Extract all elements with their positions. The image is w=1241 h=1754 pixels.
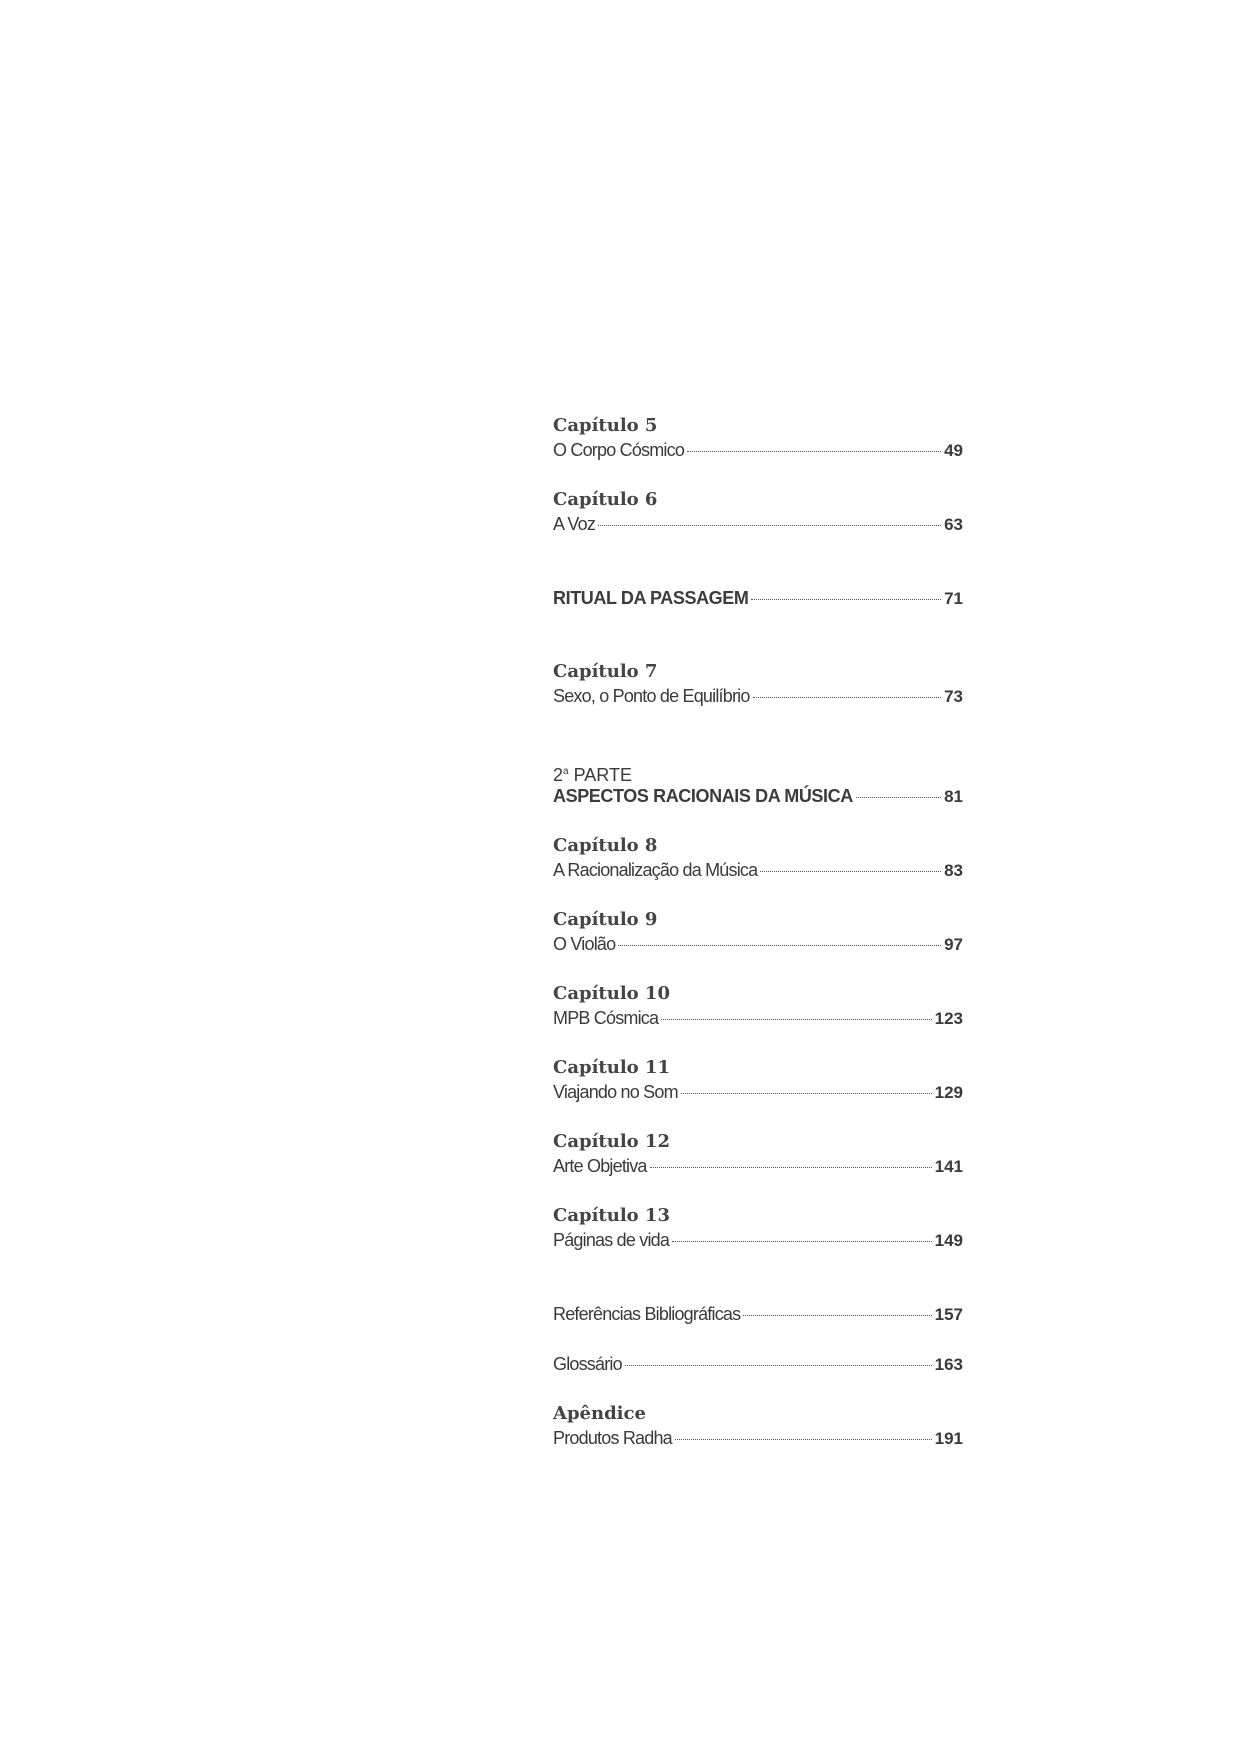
part-ordinal: a: [563, 766, 569, 777]
dot-leader: [753, 697, 942, 698]
toc-entry-appendix: [553, 1402, 963, 1452]
toc-entry-chapter-8: [553, 834, 963, 884]
section-title: RITUAL DA PASSAGEM: [553, 588, 749, 608]
dot-leader: [625, 1365, 932, 1366]
toc-entry-chapter-11: [553, 1056, 963, 1106]
part-number: 2: [553, 765, 564, 785]
dot-leader: [598, 525, 941, 526]
dot-leader: [743, 1315, 931, 1316]
toc-line[interactable]: [553, 784, 963, 810]
chapter-heading: Capítulo 7: [553, 661, 658, 682]
appendix-heading: Apêndice: [553, 1403, 646, 1424]
page-number: 81: [944, 787, 963, 806]
toc-line[interactable]: [553, 684, 963, 710]
chapter-title: Páginas de vida: [553, 1230, 670, 1250]
page-number: 123: [934, 1009, 963, 1028]
toc-entry-ritual: [553, 586, 963, 612]
page-number: 97: [944, 935, 963, 954]
chapter-heading: Capítulo 13: [553, 1205, 670, 1226]
chapter-title: Viajando no Som: [553, 1082, 678, 1102]
dot-leader: [751, 599, 941, 600]
chapter-heading: Capítulo 6: [553, 489, 658, 510]
toc-line[interactable]: [553, 1006, 963, 1032]
dot-leader: [760, 871, 941, 872]
table-of-contents: [553, 414, 963, 1452]
toc-entry-chapter-9: [553, 908, 963, 958]
toc-line[interactable]: [553, 932, 963, 958]
toc-line[interactable]: [553, 1080, 963, 1106]
toc-entry-chapter-10: [553, 982, 963, 1032]
chapter-heading: Capítulo 10: [553, 983, 670, 1004]
toc-line[interactable]: [553, 1154, 963, 1180]
page-number: 191: [934, 1429, 963, 1448]
dot-leader: [681, 1093, 932, 1094]
toc-entry-chapter-5: [553, 414, 963, 464]
chapter-title: O Corpo Cósmico: [553, 440, 685, 460]
chapter-heading: Capítulo 11: [553, 1057, 670, 1078]
dot-leader: [672, 1241, 932, 1242]
dot-leader: [661, 1019, 931, 1020]
chapter-title: A Voz: [553, 514, 596, 534]
toc-entry-part-2: [553, 760, 963, 810]
chapter-title: MPB Cósmica: [553, 1008, 659, 1028]
toc-line[interactable]: [553, 1352, 963, 1378]
toc-line[interactable]: [553, 1426, 963, 1452]
toc-line[interactable]: [553, 512, 963, 538]
toc-line[interactable]: [553, 438, 963, 464]
chapter-title: Arte Objetiva: [553, 1156, 647, 1176]
dot-leader: [618, 945, 941, 946]
page-number: 71: [944, 589, 963, 608]
chapter-heading: Capítulo 8: [553, 835, 658, 856]
chapter-heading: Capítulo 9: [553, 909, 658, 930]
section-title: Glossário: [553, 1354, 622, 1374]
dot-leader: [650, 1167, 932, 1168]
dot-leader: [856, 797, 941, 798]
part-label: PARTE: [573, 765, 632, 785]
dot-leader: [675, 1439, 932, 1440]
section-title: Produtos Radha: [553, 1428, 672, 1448]
page-number: 157: [934, 1305, 963, 1324]
toc-entry-glossary: [553, 1352, 963, 1378]
toc-entry-chapter-13: [553, 1204, 963, 1254]
section-title: Referências Bibliográficas: [553, 1304, 741, 1324]
page-number: 149: [934, 1231, 963, 1250]
page-number: 129: [934, 1083, 963, 1102]
toc-entry-chapter-12: [553, 1130, 963, 1180]
toc-line[interactable]: [553, 1228, 963, 1254]
part-title: ASPECTOS RACIONAIS DA MÚSICA: [553, 786, 853, 806]
chapter-heading: Capítulo 5: [553, 415, 658, 436]
chapter-title: Sexo, o Ponto de Equilíbrio: [553, 686, 750, 706]
chapter-title: O Violão: [553, 934, 616, 954]
page-number: 141: [934, 1157, 963, 1176]
part-heading: [553, 760, 963, 784]
page-number: 63: [944, 515, 963, 534]
page-number: 73: [944, 687, 963, 706]
toc-line[interactable]: [553, 586, 963, 612]
page-number: 163: [934, 1355, 963, 1374]
toc-line[interactable]: [553, 1302, 963, 1328]
toc-entry-chapter-6: [553, 488, 963, 538]
page-number: 83: [944, 861, 963, 880]
chapter-heading: Capítulo 12: [553, 1131, 670, 1152]
toc-entry-chapter-7: [553, 660, 963, 710]
dot-leader: [687, 451, 941, 452]
toc-line[interactable]: [553, 858, 963, 884]
chapter-title: A Racionalização da Música: [553, 860, 758, 880]
page-number: 49: [944, 441, 963, 460]
toc-entry-references: [553, 1302, 963, 1328]
